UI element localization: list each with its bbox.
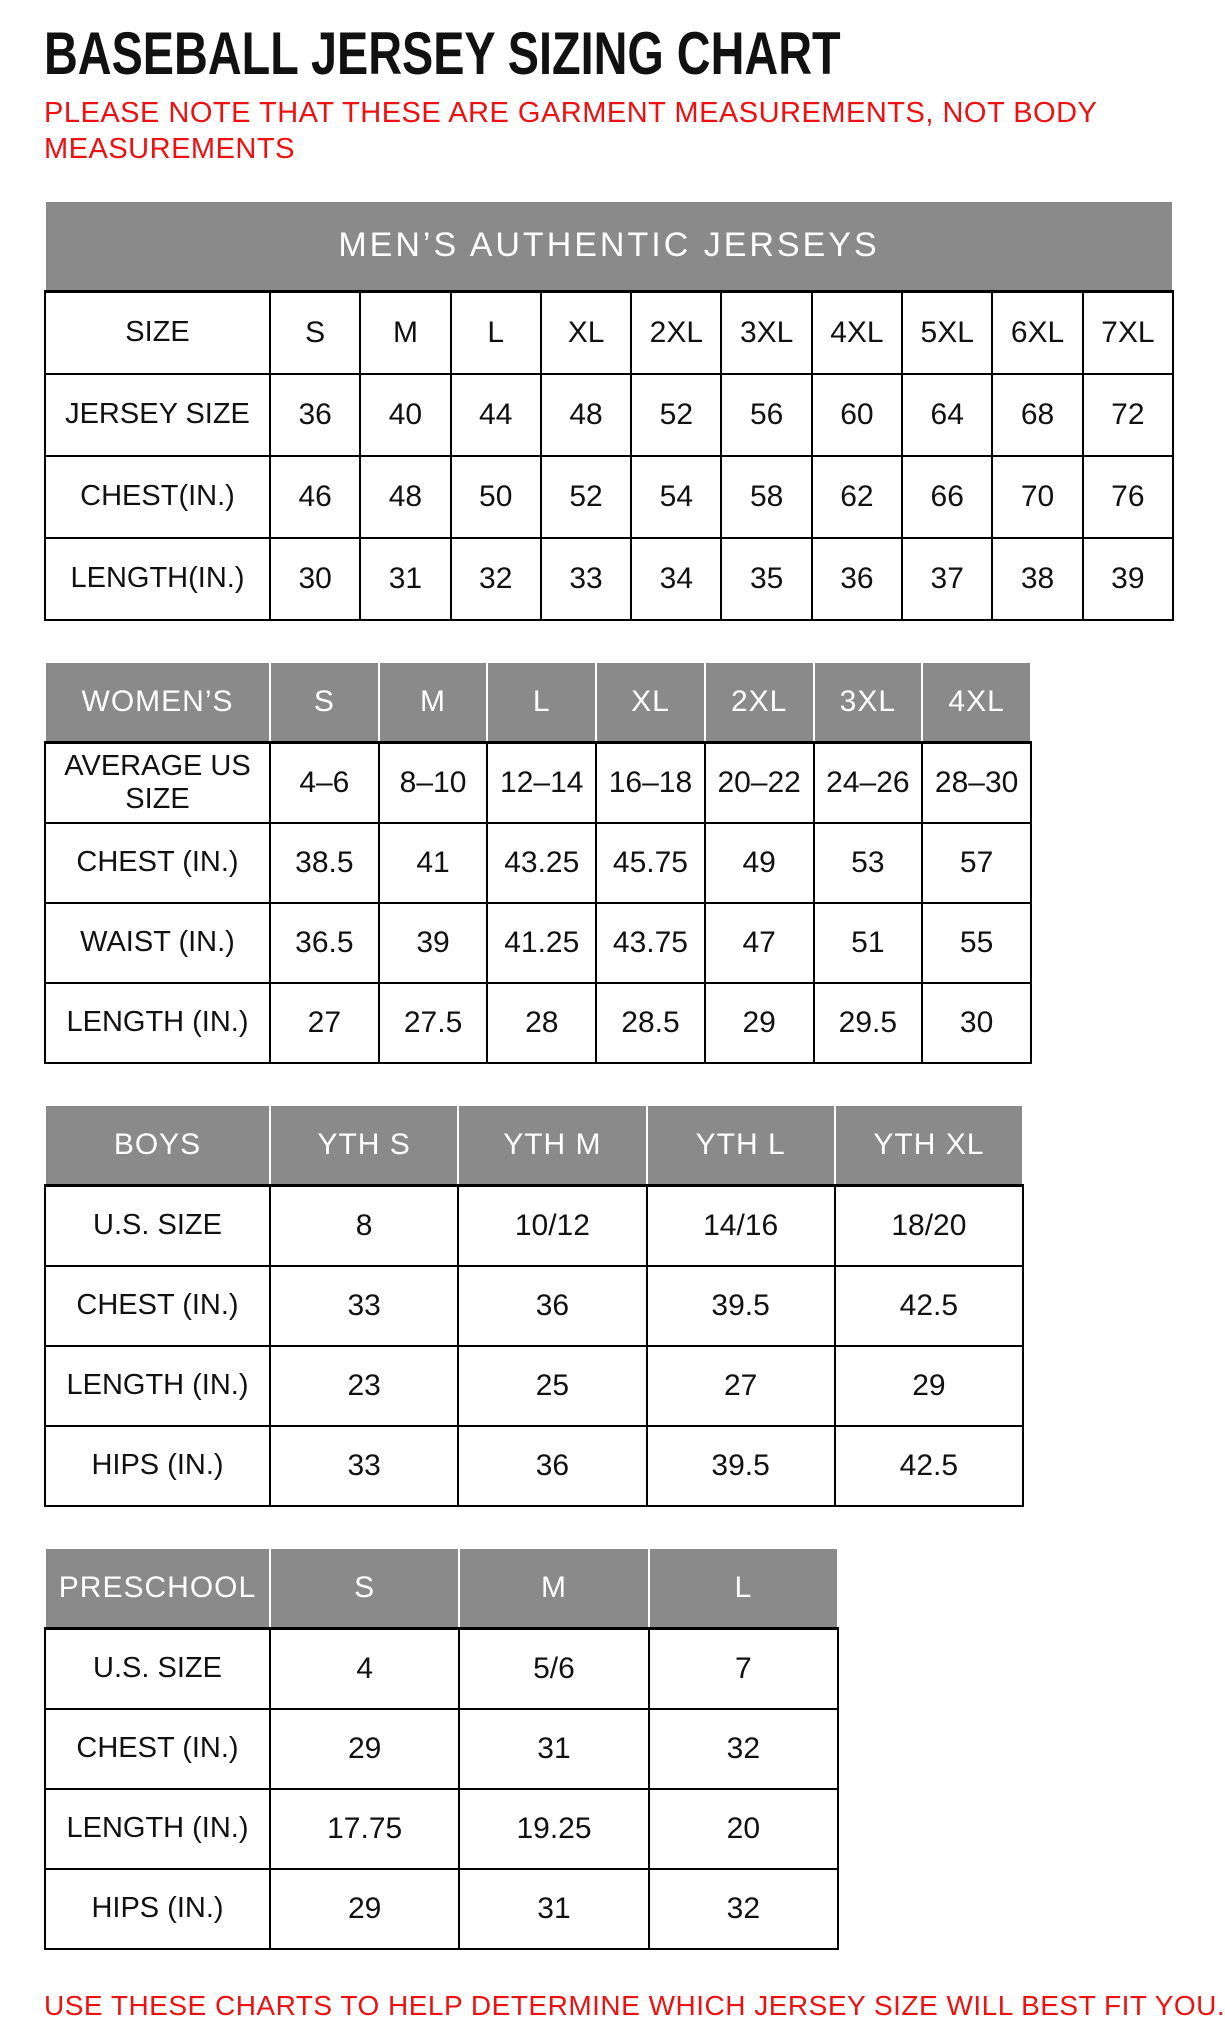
table-title-row <box>45 201 1173 292</box>
mens-sizing-table <box>44 200 1174 621</box>
table-cell: 5/6 <box>459 1628 648 1709</box>
table-row <box>45 1628 838 1709</box>
table-cell: 47 <box>705 903 814 983</box>
table-cell: 48 <box>541 374 631 456</box>
table-cell: 39.5 <box>647 1266 835 1346</box>
table-row-label: SIZE <box>45 291 270 374</box>
table-cell: 39 <box>1083 538 1173 620</box>
table-row <box>45 1266 1023 1346</box>
table-row <box>45 1426 1023 1506</box>
table-row-label: AVERAGE US SIZE <box>45 742 270 823</box>
table-cell: 50 <box>451 456 541 538</box>
table-row <box>45 742 1031 823</box>
table-cell: 41.25 <box>487 903 596 983</box>
page-title <box>44 22 1180 85</box>
womens-sizing-table <box>44 661 1032 1064</box>
table-cell: 36 <box>458 1426 646 1506</box>
table-cell: 31 <box>459 1869 648 1949</box>
table-cell: 30 <box>922 983 1031 1063</box>
table-cell: 27 <box>647 1346 835 1426</box>
table-cell: 23 <box>270 1346 458 1426</box>
table-cell: 5XL <box>902 291 992 374</box>
table-cell: 36 <box>458 1266 646 1346</box>
table-cell: 34 <box>631 538 721 620</box>
table-cell: 14/16 <box>647 1185 835 1266</box>
table-cell: XL <box>541 291 631 374</box>
table-row <box>45 456 1173 538</box>
table-header-cell: L <box>649 1548 838 1629</box>
boys-sizing-table <box>44 1104 1024 1507</box>
table-cell: 32 <box>649 1869 838 1949</box>
table-cell: 32 <box>649 1709 838 1789</box>
table-cell: 49 <box>705 823 814 903</box>
table-cell: 43.75 <box>596 903 705 983</box>
table-cell: 4XL <box>812 291 902 374</box>
table-row-label: U.S. SIZE <box>45 1185 270 1266</box>
table-row-label: LENGTH (IN.) <box>45 983 270 1063</box>
table-row-label: LENGTH (IN.) <box>45 1789 270 1869</box>
table-row <box>45 983 1031 1063</box>
table-cell: 16–18 <box>596 742 705 823</box>
table-cell: 28 <box>487 983 596 1063</box>
table-cell: 29 <box>270 1709 459 1789</box>
table-header-cell: BOYS <box>45 1105 270 1186</box>
table-cell: 39.5 <box>647 1426 835 1506</box>
table-row-label: CHEST (IN.) <box>45 823 270 903</box>
table-cell: 2XL <box>631 291 721 374</box>
table-cell: 44 <box>451 374 541 456</box>
table-cell: 25 <box>458 1346 646 1426</box>
table-header-cell: WOMEN’S <box>45 662 270 743</box>
table-cell: 35 <box>721 538 811 620</box>
table-cell: 6XL <box>992 291 1082 374</box>
table-cell: 19.25 <box>459 1789 648 1869</box>
table-row <box>45 1869 838 1949</box>
table-header-row <box>45 662 1031 743</box>
table-cell: 4–6 <box>270 742 379 823</box>
table-cell: 38 <box>992 538 1082 620</box>
table-row-label: WAIST (IN.) <box>45 903 270 983</box>
table-cell: 52 <box>631 374 721 456</box>
table-header-cell: S <box>270 1548 459 1629</box>
table-cell: 70 <box>992 456 1082 538</box>
table-header-cell: YTH S <box>270 1105 458 1186</box>
table-cell: 64 <box>902 374 992 456</box>
table-cell: 29 <box>270 1869 459 1949</box>
table-row-label: LENGTH (IN.) <box>45 1346 270 1426</box>
table-cell: 54 <box>631 456 721 538</box>
table-cell: 10/12 <box>458 1185 646 1266</box>
table-row <box>45 291 1173 374</box>
table-cell: 60 <box>812 374 902 456</box>
table-row-label: U.S. SIZE <box>45 1628 270 1709</box>
page-title-text: BASEBALL JERSEY SIZING CHART <box>44 20 841 87</box>
table-cell: 28.5 <box>596 983 705 1063</box>
table-cell: M <box>360 291 450 374</box>
table-row <box>45 1789 838 1869</box>
table-cell: 51 <box>814 903 923 983</box>
table-row-label: CHEST (IN.) <box>45 1709 270 1789</box>
table-cell: 24–26 <box>814 742 923 823</box>
table-row-label: CHEST(IN.) <box>45 456 270 538</box>
table-cell: 32 <box>451 538 541 620</box>
table-cell: 36 <box>270 374 360 456</box>
table-cell: 42.5 <box>835 1266 1023 1346</box>
table-row <box>45 374 1173 456</box>
table-cell: 3XL <box>721 291 811 374</box>
table-cell: 29 <box>705 983 814 1063</box>
table-cell: 28–30 <box>922 742 1031 823</box>
table-header-cell: S <box>270 662 379 743</box>
table-cell: 57 <box>922 823 1031 903</box>
table-cell: 17.75 <box>270 1789 459 1869</box>
table-header-cell: L <box>487 662 596 743</box>
table-cell: 41 <box>379 823 488 903</box>
measurement-note: PLEASE NOTE THAT THESE ARE GARMENT MEASUREMENTS, NOT BODY MEASUREMENTS <box>44 97 1097 166</box>
table-row <box>45 1709 838 1789</box>
table-cell: 30 <box>270 538 360 620</box>
table-cell: 20–22 <box>705 742 814 823</box>
table-cell: 66 <box>902 456 992 538</box>
footer-note: USE THESE CHARTS TO HELP DETERMINE WHICH JERSEY SIZE WILL BEST FIT YOU. <box>44 1989 1225 2021</box>
table-cell: 36 <box>812 538 902 620</box>
table-row-label: HIPS (IN.) <box>45 1869 270 1949</box>
table-cell: 68 <box>992 374 1082 456</box>
table-row <box>45 1185 1023 1266</box>
table-cell: 29 <box>835 1346 1023 1426</box>
table-cell: 33 <box>270 1426 458 1506</box>
table-cell: 38.5 <box>270 823 379 903</box>
table-cell: 18/20 <box>835 1185 1023 1266</box>
table-cell: 55 <box>922 903 1031 983</box>
table-cell: 4 <box>270 1628 459 1709</box>
table-row-label: JERSEY SIZE <box>45 374 270 456</box>
table-header-row <box>45 1548 838 1629</box>
table-row <box>45 823 1031 903</box>
table-header-cell: 4XL <box>922 662 1031 743</box>
table-cell: S <box>270 291 360 374</box>
table-cell: 43.25 <box>487 823 596 903</box>
table-header-cell: M <box>459 1548 648 1629</box>
table-cell: 29.5 <box>814 983 923 1063</box>
table-row <box>45 903 1031 983</box>
table-cell: 8 <box>270 1185 458 1266</box>
table-cell: 31 <box>360 538 450 620</box>
table-header-cell: M <box>379 662 488 743</box>
table-cell: 52 <box>541 456 631 538</box>
table-row <box>45 538 1173 620</box>
table-cell: 72 <box>1083 374 1173 456</box>
table-cell: 42.5 <box>835 1426 1023 1506</box>
table-cell: 62 <box>812 456 902 538</box>
table-cell: 53 <box>814 823 923 903</box>
table-cell: 7XL <box>1083 291 1173 374</box>
table-header-cell: YTH L <box>647 1105 835 1186</box>
table-cell: 56 <box>721 374 811 456</box>
table-header-cell: PRESCHOOL <box>45 1548 270 1629</box>
table-cell: 31 <box>459 1709 648 1789</box>
table-cell: 20 <box>649 1789 838 1869</box>
table-cell: 8–10 <box>379 742 488 823</box>
table-row <box>45 1346 1023 1426</box>
table-row-label: LENGTH(IN.) <box>45 538 270 620</box>
table-cell: 45.75 <box>596 823 705 903</box>
table-cell: 12–14 <box>487 742 596 823</box>
table-cell: L <box>451 291 541 374</box>
table-cell: 76 <box>1083 456 1173 538</box>
table-cell: 37 <box>902 538 992 620</box>
table-cell: 7 <box>649 1628 838 1709</box>
table-cell: 46 <box>270 456 360 538</box>
preschool-sizing-table <box>44 1547 839 1950</box>
table-title: MEN’S AUTHENTIC JERSEYS <box>45 201 1173 292</box>
table-cell: 39 <box>379 903 488 983</box>
table-row-label: HIPS (IN.) <box>45 1426 270 1506</box>
table-row-label: CHEST (IN.) <box>45 1266 270 1346</box>
table-cell: 40 <box>360 374 450 456</box>
table-header-cell: YTH M <box>458 1105 646 1186</box>
table-cell: 33 <box>541 538 631 620</box>
table-cell: 33 <box>270 1266 458 1346</box>
table-header-cell: 2XL <box>705 662 814 743</box>
table-cell: 36.5 <box>270 903 379 983</box>
table-cell: 48 <box>360 456 450 538</box>
table-cell: 27 <box>270 983 379 1063</box>
table-cell: 58 <box>721 456 811 538</box>
table-header-row <box>45 1105 1023 1186</box>
table-header-cell: YTH XL <box>835 1105 1023 1186</box>
table-header-cell: XL <box>596 662 705 743</box>
table-header-cell: 3XL <box>814 662 923 743</box>
table-cell: 27.5 <box>379 983 488 1063</box>
